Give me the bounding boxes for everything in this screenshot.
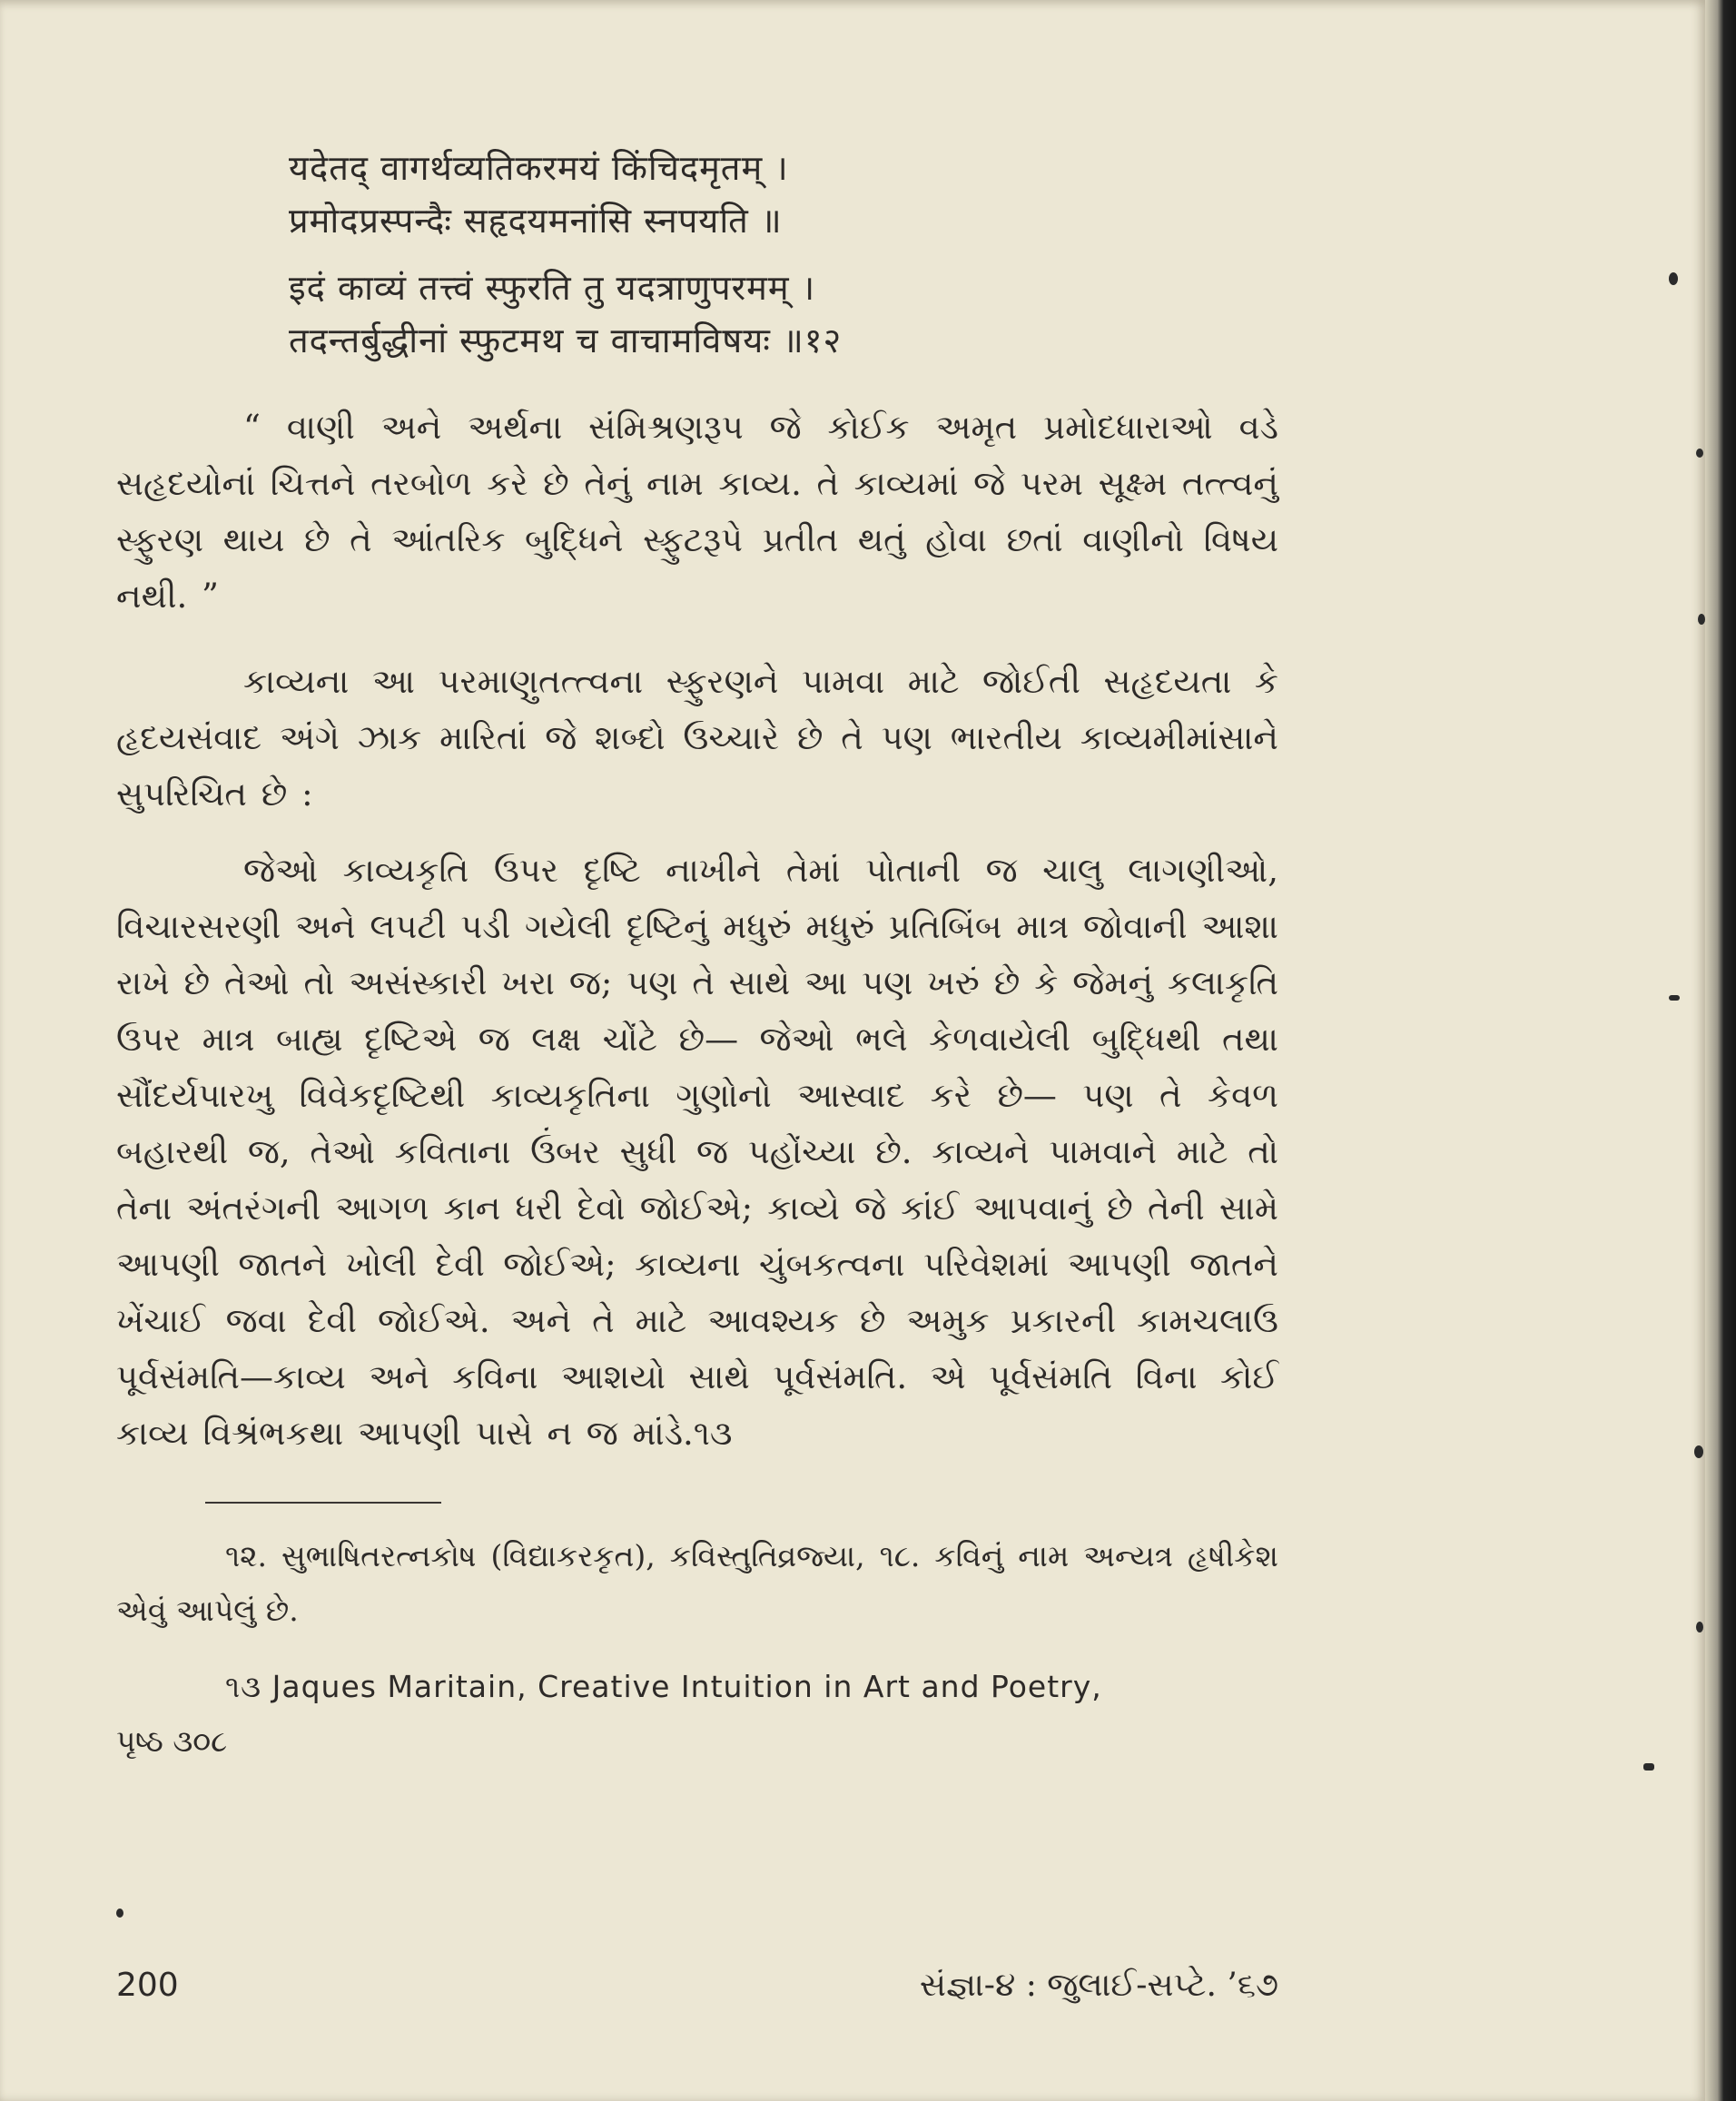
scan-speck (116, 1909, 123, 1918)
verse-line: प्रमोदप्रस्पन्दैः सहृदयमनांसि स्नपयति ॥ (289, 201, 783, 241)
translation-paragraph (116, 399, 1278, 625)
paragraph-text: જેઓ કાવ્યકૃતિ ઉપર દૃષ્ટિ નાખીને તેમાં પોતાની જ ચાલુ લાગણીઓ, વિચારસરણી અને લપટી પડી ગયેલી દૃષ્ટિનું મધુરું મધુરું પ્રતિબિંબ માત્ર જોવાની આશા રાખે છે તેઓ તો અસંસ્કારી ખરા જ; પણ તે સાથે આ પણ ખરું છે કે જેમનું કલાકૃતિ ઉપર માત્ર બાહ્ય દૃષ્ટિએ જ લક્ષ ચોંટે છે— જેઓ ભલે કેળવાયેલી બુદ્ધિથી તથા સૌંદર્યપારખુ વિવેકદૃષ્ટિથી કાવ્યકૃતિના ગુણોનો આસ્વાદ કરે છે— પણ તે કેવળ બહારથી જ, તેઓ કવિતાના ઉંબર સુધી જ પહોંચ્યા છે. કાવ્યને પામવાને માટે તો તેના અંતરંગની આગળ કાન ધરી દેવો જોઈએ; કાવ્યે જે કાંઈ આપવાનું છે તેની સામે આપણી જાતને ખોલી દેવી જોઈએ; કાવ્યના ચુંબકત્વના પરિવેશમાં આપણી જાતને ખેંચાઈ જવા દેવી જોઈએ. અને તે માટે આવશ્યક છે અમુક પ્રકારની કામચલાઉ પૂર્વસંમતિ—કાવ્ય અને કવિના આશયો સાથે પૂર્વસંમતિ. એ પૂર્વસંમતિ વિના કોઈ કાવ્ય વિશ્રંભકથા આપણી પાસે ન જ માંડે.૧૩ (116, 851, 1278, 1453)
footnote-13-citation: ૧૩ Jaques Maritain, Creative Intuition in Art and Poetry, (225, 1669, 1102, 1704)
scan-speck (1696, 449, 1703, 458)
page-number: 200 (116, 1967, 179, 2004)
footnote-separator (205, 1502, 441, 1504)
footnotes (116, 1529, 1278, 1790)
scan-speck (1669, 995, 1680, 1001)
journal-issue-info: સંજ્ઞા-૪ : જુલાઈ-સપ્ટે. ’૬૭ (919, 1967, 1278, 2004)
quoted-paragraph (116, 843, 1278, 1462)
book-edge-shadow (1705, 0, 1736, 2101)
scan-speck (1694, 1445, 1703, 1458)
verse-line: यदेतद् वागर्थव्यतिकरमयं किंचिदमृतम् । (289, 148, 789, 188)
body-paragraph (116, 654, 1278, 823)
scan-speck (1696, 1622, 1703, 1632)
paragraph-text: “ વાણી અને અર્થના સંમિશ્રણરૂપ જે કોઈક અમૃત પ્રમોદધારાઓ વડે સહૃદયોનાં ચિત્તને તરબોળ કરે છે તેનું નામ કાવ્ય. તે કાવ્યમાં જે પરમ સૂક્ષ્મ તત્ત્વનું સ્ફુરણ થાય છે તે આંતરિક બુદ્ધિને સ્ફુટરૂપે પ્રતીત થતું હોવા છતાં વાણીનો વિષય નથી. ” (116, 408, 1278, 616)
footnote-13 (116, 1660, 1278, 1714)
verse-line: इदं काव्यं तत्त्वं स्फुरति तु यदत्राणुपरमम् । (289, 268, 816, 308)
paragraph-text: કાવ્યના આ પરમાણુતત્ત્વના સ્ફુરણને પામવા માટે જોઈતી સહૃદયતા કે હૃદયસંવાદ અંગે ઝાક મારિતાં જે શબ્દો ઉચ્ચારે છે તે પણ ભારતીય કાવ્યમીમાંસાને સુપરિચિત છે : (116, 662, 1278, 814)
footnote-13-page: પૃષ્ઠ ૩૦૮ (116, 1723, 228, 1759)
sanskrit-verse-second-couplet (289, 261, 1378, 367)
footnote-12: ૧૨. સુભાષિતરત્નકોષ (વિદ્યાકરકૃત), કવિસ્તુતિવ્રજ્યા, ૧૮. કવિનું નામ અન્યત્ર હૃષીકેશ એવું આપેલું છે. (116, 1538, 1278, 1628)
scan-speck (1698, 614, 1705, 625)
scan-speck (1643, 1763, 1654, 1771)
verse-line: तदन्तर्बुद्धीनां स्फुटमथ च वाचामविषयः ॥१२ (289, 321, 843, 360)
scan-speck (1669, 272, 1678, 285)
sanskrit-verse-first-couplet (289, 142, 1378, 247)
